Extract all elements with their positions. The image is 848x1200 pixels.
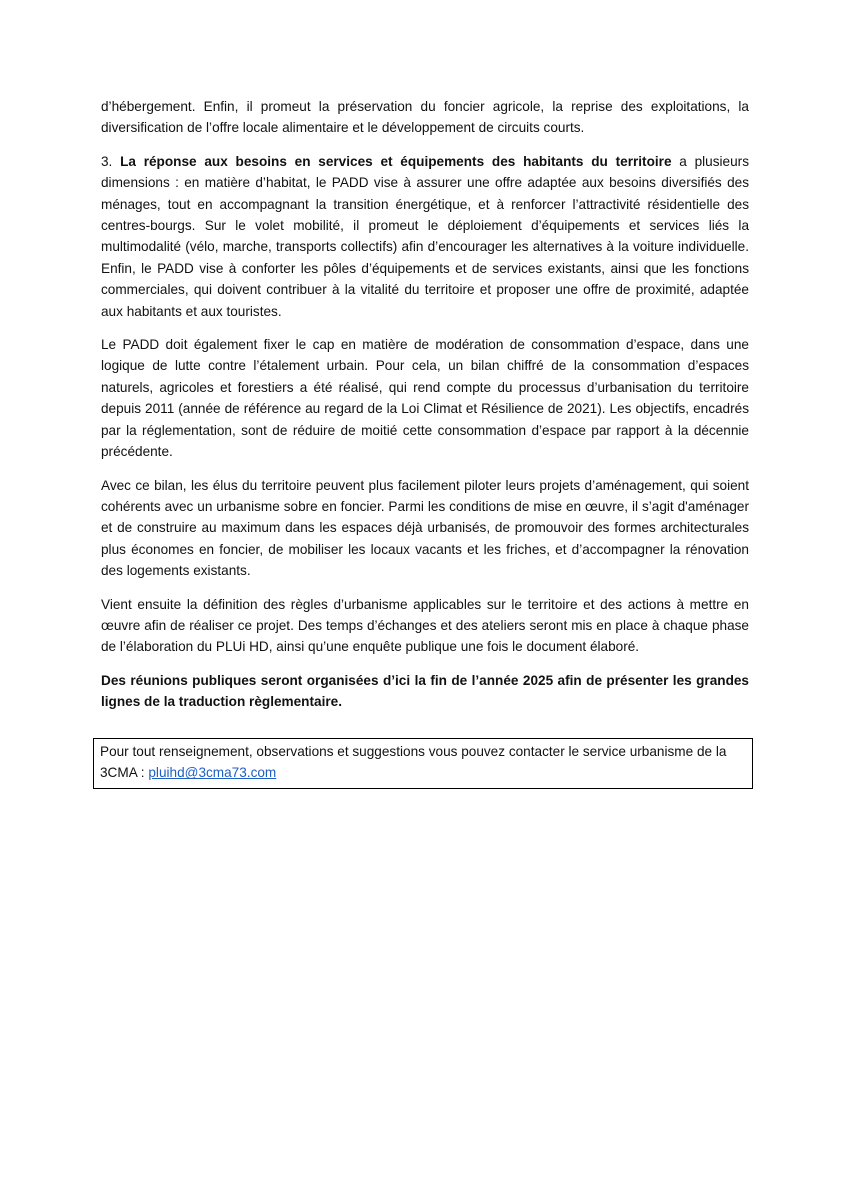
list-number: 3. [101, 153, 121, 169]
bold-heading-services: La réponse aux besoins en services et équipements des habitants du territoire [120, 153, 672, 169]
contact-email-link[interactable]: pluihd@3cma73.com [148, 765, 277, 781]
document-body [101, 96, 749, 725]
paragraph-bilan: Avec ce bilan, les élus du territoire peuvent plus facilement piloter leurs projets d’aménagement, qui soient cohérents avec un urbanisme sobre en foncier. Parmi les conditions de mise en œuvre, il s’agit d'aménager et de construire au maximum dans les espaces déjà urbanisés, de promouvoir des formes architecturales plus économes en foncier, de mobiliser les locaux vacants et les friches, et d’accompagner la rénovation des logements existants. [101, 477, 749, 579]
paragraph-reunions-publiques: Des réunions publiques seront organisées d’ici la fin de l’année 2025 afin de présenter les grandes lignes de la traduction règlementaire. [101, 672, 749, 710]
paragraph-regles-urbanisme: Vient ensuite la définition des règles d’urbanisme applicables sur le territoire et des actions à mettre en œuvre afin de réaliser ce projet. Des temps d’échanges et des ateliers seront mis en place à chaque phase de l’élaboration du PLUi HD, ainsi qu’une enquête publique une fois le document élaboré. [101, 596, 749, 655]
paragraph-moderation-espace: Le PADD doit également fixer le cap en matière de modération de consommation d’espace, dans une logique de lutte contre l’étalement urbain. Pour cela, un bilan chiffré de la consommation d’espaces naturels, agricoles et forestiers a été réalisé, qui rend compte du processus d’urbanisation du territoire depuis 2011 (année de référence au regard de la Loi Climat et Résilience de 2021). Les objectifs, encadrés par la réglementation, sont de réduire de moitié cette consommation d’espace par rapport à la décennie précédente. [101, 337, 749, 460]
paragraph-hebergement: d’hébergement. Enfin, il promeut la préservation du foncier agricole, la reprise des exploitations, la diversification de l’offre locale alimentaire et le développement de circuits courts. [101, 99, 749, 136]
contact-text: Pour tout renseignement, observations et suggestions vous pouvez contacter le service urbanisme de la 3CMA : [100, 744, 727, 781]
paragraph-services-equipements [101, 151, 749, 322]
paragraph-services-text: a plusieurs dimensions : en matière d’habitat, le PADD vise à assurer une offre adaptée aux besoins diversifiés des ménages, tout en accompagnant la transition énergétique, et à renforcer l’attractivité résidentielle des centres-bourgs. Sur le volet mobilité, il promeut le déploiement d’équipements et services liés la multimodalité (vélo, marche, transports collectifs) afin d’encourager les alternatives à la voiture individuelle. Enfin, le PADD vise à conforter les pôles d’équipements et de services existants, ainsi que les fonctions commerciales, qui doivent contribuer à la vitalité du territoire et proposer une offre de proximité, adaptée aux habitants et aux touristes. [101, 153, 749, 319]
contact-box [93, 738, 753, 789]
